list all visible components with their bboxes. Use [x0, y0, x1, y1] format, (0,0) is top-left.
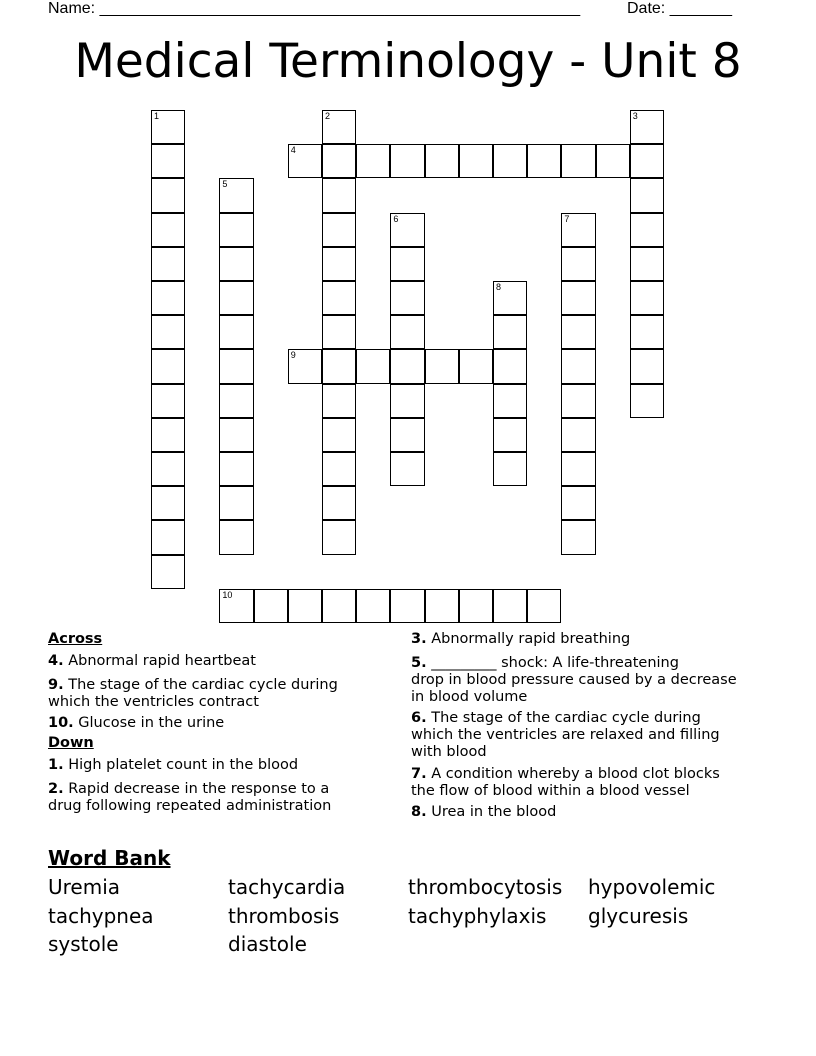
- crossword-cell[interactable]: [322, 486, 356, 520]
- clue-across-10: 10. Glucose in the urine: [48, 715, 225, 731]
- crossword-cell[interactable]: [493, 315, 527, 349]
- crossword-cell[interactable]: [322, 418, 356, 452]
- crossword-cell[interactable]: [151, 315, 185, 349]
- crossword-cell[interactable]: [219, 281, 253, 315]
- clue-down-8: 8. Urea in the blood: [411, 804, 557, 820]
- crossword-cell[interactable]: [151, 555, 185, 589]
- crossword-cell[interactable]: [630, 247, 664, 281]
- crossword-cell[interactable]: [151, 247, 185, 281]
- clue-down-2: 2. Rapid decrease in the response to a drug following repeated administration: [48, 781, 332, 814]
- clue-number: 1: [154, 111, 160, 121]
- crossword-cell[interactable]: [390, 589, 424, 623]
- crossword-cell[interactable]: [322, 213, 356, 247]
- crossword-cell[interactable]: [390, 418, 424, 452]
- crossword-cell[interactable]: [390, 384, 424, 418]
- crossword-cell[interactable]: [425, 589, 459, 623]
- crossword-cell[interactable]: [630, 349, 664, 383]
- crossword-cell[interactable]: [219, 589, 253, 623]
- date-field-label: Date: _______: [627, 0, 732, 17]
- crossword-cell[interactable]: [425, 349, 459, 383]
- crossword-cell[interactable]: [151, 110, 185, 144]
- crossword-cell[interactable]: [322, 384, 356, 418]
- crossword-cell[interactable]: [288, 589, 322, 623]
- crossword-cell[interactable]: [527, 589, 561, 623]
- clue-number: 8: [496, 282, 502, 292]
- crossword-cell[interactable]: [219, 418, 253, 452]
- crossword-cell[interactable]: [390, 247, 424, 281]
- crossword-cell[interactable]: [561, 418, 595, 452]
- clue-number: 4: [290, 145, 296, 156]
- word-bank-item: systole: [48, 932, 119, 956]
- clue-number: 9: [290, 350, 296, 361]
- crossword-cell[interactable]: [630, 384, 664, 418]
- crossword-cell[interactable]: [390, 452, 424, 486]
- crossword-cell[interactable]: [151, 384, 185, 418]
- clue-down-1: 1. High platelet count in the blood: [48, 757, 299, 773]
- clue-number: 3: [632, 111, 638, 121]
- crossword-cell[interactable]: [459, 144, 493, 178]
- word-bank-heading: Word Bank: [48, 846, 171, 870]
- clue-number: 6: [393, 213, 399, 224]
- crossword-cell[interactable]: [493, 281, 527, 315]
- crossword-cell[interactable]: [390, 349, 424, 383]
- crossword-cell[interactable]: [630, 144, 664, 178]
- crossword-cell[interactable]: [219, 315, 253, 349]
- crossword-cell[interactable]: [151, 349, 185, 383]
- crossword-cell[interactable]: [219, 520, 253, 554]
- crossword-cell[interactable]: [561, 213, 595, 247]
- crossword-cell[interactable]: [151, 178, 185, 212]
- crossword-cell[interactable]: [322, 520, 356, 554]
- word-bank-item: thrombocytosis: [408, 875, 563, 899]
- crossword-cell[interactable]: [151, 144, 185, 178]
- clue-across-9: 9. The stage of the cardiac cycle during which the ventricles contract: [48, 677, 338, 710]
- crossword-cell[interactable]: [493, 452, 527, 486]
- crossword-cell[interactable]: [288, 349, 322, 383]
- crossword-cell[interactable]: [322, 589, 356, 623]
- crossword-cell[interactable]: [493, 589, 527, 623]
- crossword-cell[interactable]: [390, 281, 424, 315]
- crossword-cell[interactable]: [288, 144, 322, 178]
- crossword-cell[interactable]: [493, 384, 527, 418]
- crossword-cell[interactable]: [459, 589, 493, 623]
- crossword-cell[interactable]: [322, 281, 356, 315]
- crossword-cell[interactable]: [356, 349, 390, 383]
- clue-number: 7: [564, 213, 570, 224]
- crossword-cell[interactable]: [630, 110, 664, 144]
- crossword-cell[interactable]: [630, 178, 664, 212]
- clue-number: 2: [325, 111, 331, 121]
- crossword-cell[interactable]: [390, 213, 424, 247]
- crossword-cell[interactable]: [356, 589, 390, 623]
- word-bank-item: tachycardia: [228, 875, 346, 899]
- clue-number: 5: [222, 179, 228, 190]
- crossword-cell[interactable]: [151, 520, 185, 554]
- word-bank-item: Uremia: [48, 875, 121, 899]
- crossword-cell[interactable]: [151, 418, 185, 452]
- crossword-cell[interactable]: [356, 144, 390, 178]
- crossword-cell[interactable]: [561, 452, 595, 486]
- crossword-cell[interactable]: [561, 144, 595, 178]
- crossword-cell[interactable]: [630, 315, 664, 349]
- down-heading: Down: [48, 735, 94, 751]
- name-field-label: Name: ______________________________________________________: [48, 0, 581, 17]
- crossword-cell[interactable]: [390, 144, 424, 178]
- crossword-cell[interactable]: [561, 384, 595, 418]
- crossword-cell[interactable]: [322, 178, 356, 212]
- crossword-cell[interactable]: [561, 315, 595, 349]
- crossword-cell[interactable]: [322, 247, 356, 281]
- crossword-cell[interactable]: [630, 281, 664, 315]
- crossword-cell[interactable]: [322, 110, 356, 144]
- clue-across-4: 4. Abnormal rapid heartbeat: [48, 653, 256, 669]
- crossword-cell[interactable]: [219, 486, 253, 520]
- clue-down-5: 5. _________ shock: A life-threatening drop in blood pressure caused by a decrease in blood volume: [411, 655, 737, 705]
- crossword-cell[interactable]: [151, 213, 185, 247]
- crossword-cell[interactable]: [527, 144, 561, 178]
- page-title: Medical Terminology - Unit 8: [74, 34, 742, 89]
- crossword-cell[interactable]: [151, 281, 185, 315]
- crossword-cell[interactable]: [219, 349, 253, 383]
- crossword-cell[interactable]: [322, 315, 356, 349]
- crossword-cell[interactable]: [596, 144, 630, 178]
- crossword-cell[interactable]: [561, 349, 595, 383]
- word-bank-item: diastole: [228, 932, 307, 956]
- word-bank-item: thrombosis: [228, 904, 340, 928]
- crossword-cell[interactable]: [151, 452, 185, 486]
- crossword-cell[interactable]: [459, 349, 493, 383]
- crossword-cell[interactable]: [322, 144, 356, 178]
- crossword-cell[interactable]: [561, 520, 595, 554]
- word-bank-item: tachyphylaxis: [408, 904, 547, 928]
- clue-down-3: 3. Abnormally rapid breathing: [411, 631, 631, 647]
- crossword-cell[interactable]: [219, 213, 253, 247]
- crossword-cell[interactable]: [151, 486, 185, 520]
- clue-down-6: 6. The stage of the cardiac cycle during which the ventricles are relaxed and filling with blood: [411, 710, 720, 760]
- crossword-cell[interactable]: [493, 418, 527, 452]
- crossword-cell[interactable]: [219, 247, 253, 281]
- crossword-cell[interactable]: [561, 281, 595, 315]
- clue-down-7: 7. A condition whereby a blood clot blocks the flow of blood within a blood vessel: [411, 766, 720, 799]
- crossword-cell[interactable]: [630, 213, 664, 247]
- crossword-cell[interactable]: [322, 452, 356, 486]
- crossword-cell[interactable]: [254, 589, 288, 623]
- word-bank-item: glycuresis: [588, 904, 689, 928]
- crossword-cell[interactable]: [493, 144, 527, 178]
- crossword-cell[interactable]: [390, 315, 424, 349]
- crossword-cell[interactable]: [322, 349, 356, 383]
- clue-number: 10: [222, 589, 233, 600]
- crossword-cell[interactable]: [561, 486, 595, 520]
- crossword-cell[interactable]: [425, 144, 459, 178]
- word-bank-item: tachypnea: [48, 904, 154, 928]
- crossword-cell[interactable]: [493, 349, 527, 383]
- crossword-cell[interactable]: [219, 452, 253, 486]
- across-heading: Across: [48, 631, 103, 647]
- crossword-cell[interactable]: [561, 247, 595, 281]
- crossword-cell[interactable]: [219, 384, 253, 418]
- word-bank-item: hypovolemic: [588, 875, 716, 899]
- crossword-cell[interactable]: [219, 178, 253, 212]
